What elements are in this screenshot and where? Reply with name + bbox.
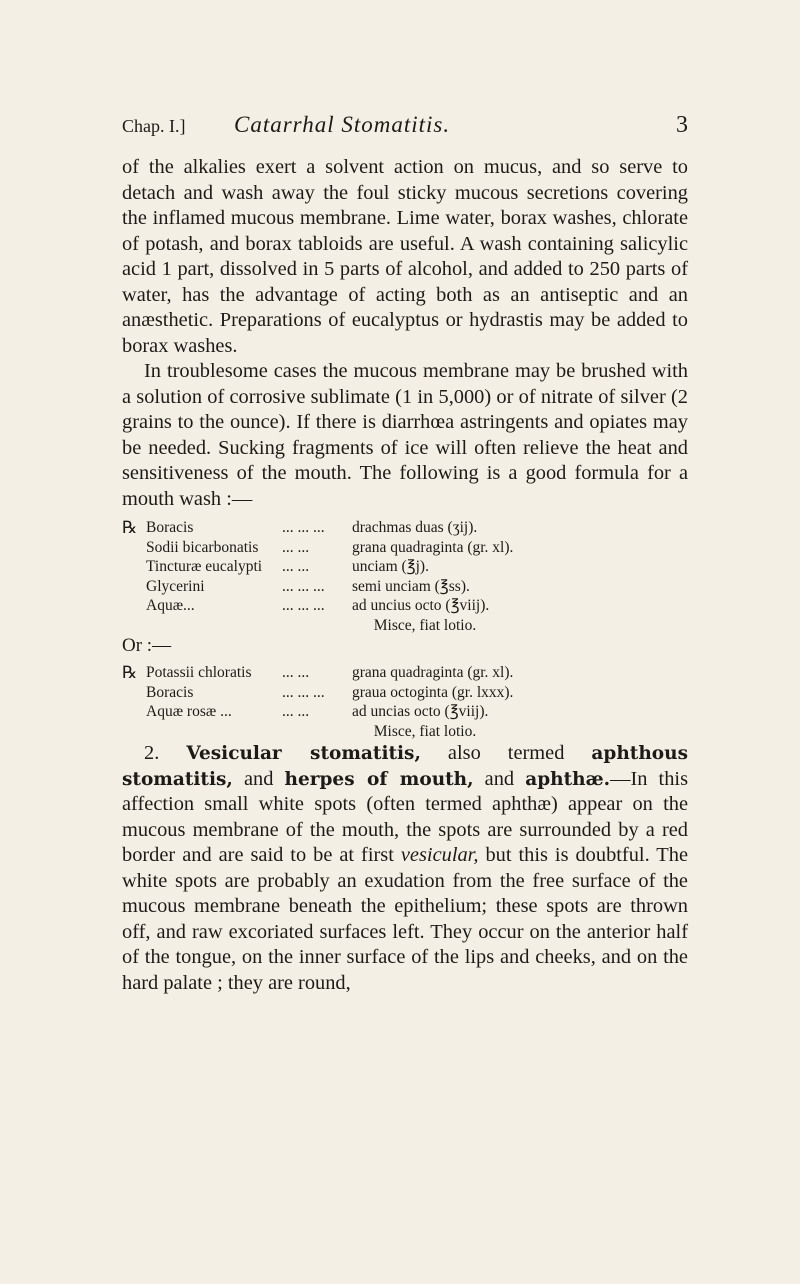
quantity: grana quadraginta (gr. xl). [352,664,514,681]
leader-dots: ... ... [282,558,310,575]
term-herpes-of-mouth: herpes of mouth, [284,768,474,790]
page-body [122,155,688,996]
text-run: —In this affection small white spots (often termed aphthæ) appear on the mucous membrane of the mouth, the spots are surrounded by a red border and are said to be at first [122,767,689,866]
prescription-row [122,596,688,616]
leader-dots: ... ... ... [282,597,325,614]
ingredient: Aquæ rosæ ... [146,703,232,720]
prescription-row [122,557,688,577]
misce-instruction: Misce, fiat lotio. [373,616,477,634]
recipe-symbol-icon: ℞ [122,518,138,537]
prescription-row [122,663,688,683]
prescription-row [122,683,688,703]
prescription-1 [122,518,688,635]
section-number: 2. [144,742,160,764]
quantity: ad uncius octo (℥viij). [352,597,490,614]
paragraph-1: of the alkalies exert a solvent action on mucus, and so serve to detach and wash away the foul sticky mucous secretions covering the inflamed mucous membrane. Lime water, borax washes, chlorate of potash, and borax tabloids are useful. A wash containing salicylic acid 1 part, dissolved in 5 parts of alcohol, and added to 250 parts of water, has the advantage of acting both as an antiseptic and an anæsthetic. Preparations of eucalyptus or hydrastis may be added to borax washes. [122,156,688,357]
term-vesicular-stomatitis: Vesicular stomatitis, [186,743,421,764]
prescription-row [122,577,688,597]
leader-dots: ... ... ... [282,519,325,536]
misce-instruction: Misce, fiat lotio. [373,722,477,740]
running-header [122,112,688,142]
chapter-label: Chap. I.] [122,116,186,136]
quantity: unciam (℥j). [352,558,429,575]
term-aphthae: aphthæ. [525,768,611,790]
quantity: graua octoginta (gr. lxxx). [352,683,514,701]
ingredient: Boracis [146,519,194,536]
italic-vesicular: vesicular, [400,844,479,866]
text-run: and [232,767,285,790]
running-title: Catarrhal Stomatitis. [234,112,451,137]
leader-dots: ... ... ... [282,683,325,701]
text-run: and [473,767,526,790]
page-number: 3 [676,112,688,138]
text-run: but this is doubtful. The white spots are probably an exudation from the free surface of the mucous membrane beneath the epithelium; these spots are thrown off, and raw excoriated surfaces left. They occur on the anterior half of the tongue, on the inner surface of the lips and cheeks, and on the hard palate ; they are round, [122,844,688,994]
ingredient: Boracis [146,683,194,701]
section-2-paragraph [122,741,688,996]
prescription-2 [122,663,688,741]
leader-dots: ... ... [282,703,310,720]
ingredient: Potassii chloratis [146,664,252,681]
leader-dots: ... ... [282,664,310,681]
ingredient: Sodii bicarbonatis [146,538,259,556]
ingredient: Aquæ... [146,597,195,614]
quantity: ad uncias octo (℥viij). [352,703,489,720]
paragraph-2: In troublesome cases the mucous membrane may be brushed with a solution of corrosive sublimate (1 in 5,000) or of nitrate of silver (2 grains to the ounce). If there is diarrhœa astringents and opiates may be needed. Sucking fragments of ice will often relieve the heat and sensitiveness of the mouth. The following is a good formula for a mouth wash :— [122,360,688,510]
ingredient: Tincturæ eucalypti [146,558,263,575]
leader-dots: ... ... ... [282,577,325,595]
prescription-row [122,702,688,722]
quantity: grana quadraginta (gr. xl). [352,538,514,556]
term-aphthous-stomatitis: aphthous stomatitis, [122,743,688,790]
quantity: drachmas duas (ʒij). [352,519,478,536]
quantity: semi unciam (℥ss). [352,577,470,595]
leader-dots: ... ... [282,538,310,556]
or-label: Or :— [122,635,172,656]
prescription-row [122,518,688,538]
recipe-symbol-icon: ℞ [122,663,138,682]
text-run: also termed [420,742,592,764]
prescription-row [122,538,688,558]
ingredient: Glycerini [146,577,205,595]
